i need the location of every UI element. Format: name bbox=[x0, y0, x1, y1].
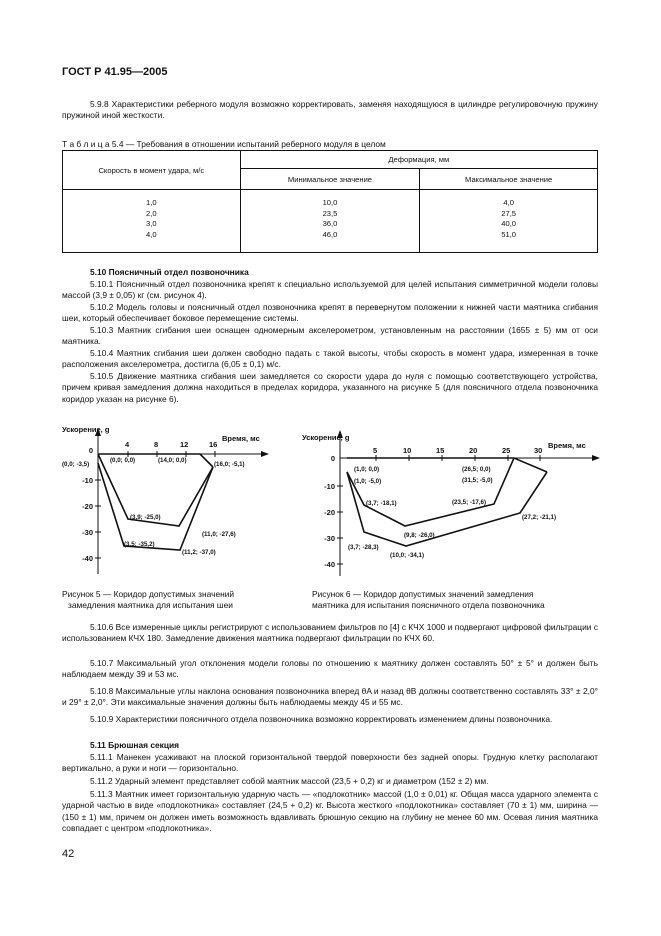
point-label: (14,0; 0,0) bbox=[158, 457, 187, 464]
paragraph-5-11-2: 5.11.2 Ударный элемент представляет собой маятник массой (23,5 + 0,2) кг и диаметром (152 ± 2) мм. bbox=[90, 776, 489, 786]
y-tick-label: -20 bbox=[324, 508, 335, 517]
table-cell: 51,0 bbox=[501, 229, 517, 239]
point-label: (3,7; -28,3) bbox=[348, 544, 379, 551]
x-tick-label: 12 bbox=[180, 440, 189, 449]
paragraph-5-10-1: 5.10.1 Поясничный отдел позвоночника крепят к специально используемой для целей испытания симметричной модели головы массой (3,9 ± 0,05) кг (см. рисунок 4). bbox=[62, 279, 598, 301]
point-label: (23,5; -17,6) bbox=[452, 499, 487, 506]
y-tick-label: 0 bbox=[88, 446, 93, 455]
y-tick-label: -10 bbox=[324, 482, 335, 491]
table-cell: 46,0 bbox=[322, 229, 338, 239]
point-label: (3,7; -18,1) bbox=[366, 500, 397, 507]
y-tick-label: -30 bbox=[82, 528, 93, 537]
table-cell: 2,0 bbox=[146, 208, 157, 218]
table-cell: 23,5 bbox=[322, 208, 338, 218]
point-label: (31,5; -5,0) bbox=[462, 477, 493, 484]
table-cell: 27,5 bbox=[501, 208, 517, 218]
x-tick-label: 4 bbox=[125, 440, 130, 449]
x-tick-label: 20 bbox=[469, 446, 478, 455]
x-tick-label: 16 bbox=[209, 440, 218, 449]
paragraph-5-10-2: 5.10.2 Модель головы и поясничный отдел позвоночника крепят в перевернутом положении к нижней части маятника сгибания шеи, который обеспечивает боковое перемещение системы. bbox=[62, 302, 598, 324]
table-cell: 36,0 bbox=[322, 219, 338, 229]
y-tick-label: -10 bbox=[82, 476, 93, 485]
x-tick-label: 15 bbox=[436, 446, 445, 455]
table-cell: 4,0 bbox=[503, 198, 514, 207]
paragraph-5-10-9: 5.10.9 Характеристики поясничного отдела позвоночника возможно корректировать изменением длины позвоночника. bbox=[90, 714, 553, 724]
column-speed bbox=[63, 190, 241, 253]
y-tick-label: -30 bbox=[324, 534, 335, 543]
y-tick-label: -40 bbox=[82, 554, 93, 563]
point-label: (11,2; -37,0) bbox=[182, 549, 216, 556]
figure-5-corridor-chart bbox=[62, 424, 272, 584]
x-tick-label: 5 bbox=[373, 446, 378, 455]
header-min: Минимальное значение bbox=[240, 169, 420, 190]
x-axis-arrow bbox=[592, 455, 600, 461]
y-tick-label: -40 bbox=[324, 560, 335, 569]
x-tick-label: 25 bbox=[502, 446, 511, 455]
section-5-11-title: 5.11 Брюшная секция bbox=[90, 740, 180, 750]
header-speed: Скорость в момент удара, м/с bbox=[63, 151, 241, 190]
y-axis-label: Ускорение, g bbox=[302, 433, 350, 442]
point-label: (0,0; -3,5) bbox=[62, 461, 90, 468]
header-max: Максимальное значение bbox=[420, 169, 598, 190]
point-label: (16,0; -5,1) bbox=[214, 461, 245, 468]
paragraph-5-10-4: 5.10.4 Маятник сгибания шеи должен свободно падать с такой высоты, чтобы скорость в момент удара, измеренная в точке расположения акселерометра, достигла (6,05 ± 0,1) м/с. bbox=[62, 348, 598, 370]
table-cell: 4,0 bbox=[146, 229, 157, 239]
point-label: (10,0; -34,1) bbox=[390, 552, 425, 559]
x-axis-arrow bbox=[261, 451, 269, 457]
y-tick-label: 0 bbox=[330, 454, 335, 463]
paragraph-5-10-7: 5.10.7 Максимальный угол отклонения модели головы по отношению к маятнику должен составлять 50° ± 5° и должен быть наблюдаем между 39 и 53 мс. bbox=[62, 658, 598, 680]
point-label: (27,2; -21,1) bbox=[522, 514, 557, 521]
figure-5-caption bbox=[62, 589, 234, 612]
table-cell: 40,0 bbox=[501, 219, 517, 229]
document-header: ГОСТ Р 41.95—2005 bbox=[62, 66, 168, 78]
header-deformation: Деформация, мм bbox=[240, 151, 597, 169]
point-label: (1,0; 0,0) bbox=[354, 466, 380, 473]
point-label: (9,8; -26,0) bbox=[404, 532, 435, 539]
table-cell: 1,0 bbox=[146, 198, 157, 207]
paragraph-5-9-8: 5.9.8 Характеристики реберного модуля возможно корректировать, заменяя находящуюся в цилиндре регулировочную пружину пружиной иной жесткости. bbox=[62, 99, 598, 121]
point-label: (1,0; -5,0) bbox=[354, 478, 382, 485]
paragraph-5-10-5: 5.10.5 Движение маятника сгибания шеи замедляется со скорости удара до нуля с помощью соответствующего устройства, причем кривая замедления должна находиться в пределах коридора, указанного на рисунке 5 (для поясничного отдела позвоночника коридор указан на рисунке 6). bbox=[62, 371, 598, 404]
point-label: (0,0; 0,0) bbox=[110, 457, 136, 464]
section-5-10-title: 5.10 Поясничный отдел позвоночника bbox=[90, 267, 249, 277]
page-number: 42 bbox=[62, 848, 75, 860]
x-tick-label: 10 bbox=[403, 446, 412, 455]
x-axis-label: Время, мс bbox=[548, 441, 586, 450]
requirements-table bbox=[62, 150, 598, 253]
paragraph-5-10-8: 5.10.8 Максимальные углы наклона основания позвоночника вперед θA и назад θB должны соответственно составлять 33° ± 2,0° и 29° ± 2,0°. Эти максимальные значения должны быть наблюдаемы между 45 и 55 мс. bbox=[62, 686, 598, 708]
point-label: (3,9; -25,0) bbox=[130, 514, 161, 521]
paragraph-5-11-3: 5.11.3 Маятник имеет горизонтальную ударную часть — «подлокотник» массой (1,0 ± 0,01) кг. Общая масса ударного элемента с ударной частью в виде «подлокотника» составляет (24,5 + 0,2) кг. Высота жесткого «подлокотника» составляет (70 ± 1) мм, ширина — (150 ± 1) мм, причем он должен иметь возможность вдавливать брюшную секцию на глубину не менее 60 мм. Осевая линия маятника совпадает с центром «подлокотника». bbox=[62, 789, 598, 834]
caption-line: Рисунок 5 — Коридор допустимых значений bbox=[62, 589, 235, 599]
caption-line: маятника для испытания поясничного отдела позвоночника bbox=[312, 600, 545, 611]
x-tick-label: 30 bbox=[534, 446, 543, 455]
corridor-lower-bound bbox=[98, 463, 213, 550]
caption-line: Рисунок 6 — Коридор допустимых значений замедления bbox=[312, 589, 534, 599]
caption-line: замедления маятника для испытания шеи bbox=[68, 600, 233, 611]
y-axis-label: Ускорение, g bbox=[62, 425, 110, 434]
table-caption: Т а б л и ц а 5.4 — Требования в отношении испытаний реберного модуля в целом bbox=[62, 139, 386, 149]
x-tick-label: 8 bbox=[154, 440, 159, 449]
point-label: (3,5; -35,2) bbox=[124, 541, 155, 548]
table-cell: 10,0 bbox=[322, 198, 338, 207]
figure-6-caption bbox=[312, 589, 545, 612]
x-axis-label: Время, мс bbox=[222, 434, 260, 443]
table-cell: 3,0 bbox=[146, 219, 157, 229]
figure-6-corridor-chart bbox=[296, 424, 606, 584]
column-min bbox=[240, 190, 420, 253]
paragraph-5-10-3: 5.10.3 Маятник сгибания шеи оснащен одномерным акселерометром, установленным на расстоянии (1655 ± 5) мм от оси маятника. bbox=[62, 325, 598, 347]
column-max bbox=[420, 190, 598, 253]
point-label: (26,5; 0,0) bbox=[462, 466, 491, 473]
point-label: (11,0; -27,6) bbox=[202, 531, 236, 538]
paragraph-5-11-1: 5.11.1 Манекен усаживают на плоской горизонтальной твердой поверхности без задней опоры. Грудную клетку располагают вертикально, а руки и ноги — горизонтально. bbox=[62, 752, 598, 774]
paragraph-5-10-6: 5.10.6 Все измеренные циклы регистрируют с использованием фильтров по [4] с КЧХ 1000 и подвергают цифровой фильтрации с использованием КЧХ 180. Замедление движения маятника подвергают фильтрации по КЧХ 60. bbox=[62, 622, 598, 644]
y-tick-label: -20 bbox=[82, 502, 93, 511]
